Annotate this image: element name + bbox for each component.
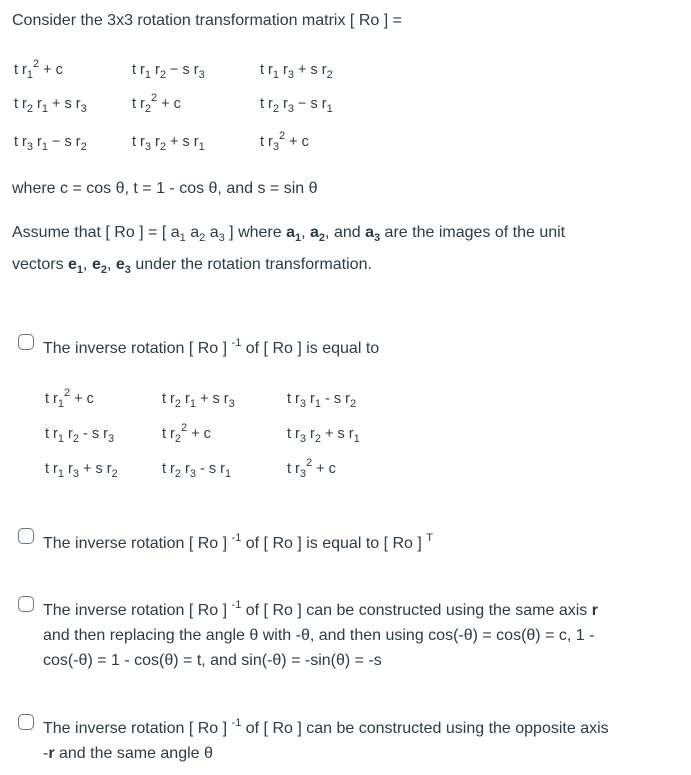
matrix-definitions: where c = cos θ, t = 1 - cos θ, and s = sin θ xyxy=(12,180,318,197)
matrix-cell-r3-c3: t $r_3^2 + c$ xyxy=(260,130,309,153)
option-3-label-line-3: cos(-θ) = 1 - cos(θ) = t, and sin(-θ) = -sin(θ) = -s xyxy=(43,652,382,669)
matrix-cell-r1-c3: t $r_1$ $r_3 + s$ $r_2$ xyxy=(260,62,333,81)
matrix-cell-r1-c2: t $r_1$ $r_2 - s$ $r_3$ xyxy=(132,62,205,81)
option-1-checkbox[interactable] xyxy=(18,334,34,350)
inverse-matrix-cell-r3-c1: t $r_1$ $r_3 + s$ $r_2$ xyxy=(45,461,118,480)
inverse-matrix-cell-r3-c3: t $r_3^2 + c$ xyxy=(287,457,336,480)
option-3-label-line-2: and then replacing the angle θ with -θ, and then using cos(-θ) = cos(θ) = c, 1 - xyxy=(43,627,595,644)
inverse-matrix-cell-r1-c2: t $r_2$ $r_1 + s$ $r_3$ xyxy=(162,391,235,410)
option-3-checkbox[interactable] xyxy=(18,596,34,612)
question-intro: Consider the 3x3 rotation transformation matrix [ Ro ] = xyxy=(12,12,402,29)
matrix-cell-r2-c1: t $r_2$ $r_1 + s$ $r_3$ xyxy=(14,96,87,115)
matrix-cell-r3-c1: t $r_3$ $r_1 - s$ $r_2$ xyxy=(14,134,87,153)
inverse-matrix-cell-r2-c1: t $r_1$ $r_2$ - s $r_3$ xyxy=(45,426,115,445)
inverse-matrix-cell-r2-c2: t $r_2^2 + c$ xyxy=(162,422,211,445)
inverse-matrix-cell-r1-c3: t $r_3$ $r_1$ - s $r_2$ xyxy=(287,391,357,410)
assumption-line-2: vectors $e_1$, $e_2$, $e_3$ under the rotation transformation. xyxy=(12,256,372,276)
option-1-label[interactable]: The inverse rotation [ Ro ] $^{-1}$ of [ Ro ] is equal to xyxy=(43,337,380,357)
matrix-cell-r3-c2: t $r_3$ $r_2 + s$ $r_1$ xyxy=(132,134,205,153)
inverse-matrix-cell-r2-c3: t $r_3$ $r_2 + s$ $r_1$ xyxy=(287,426,360,445)
assumption-line-1: Assume that [ Ro ] = [ $a_1$ $a_2$ $a_3$ ] where $a_1$, $a_2$, and $a_3$ are the images of the unit xyxy=(12,224,566,244)
option-2-checkbox[interactable] xyxy=(18,528,34,544)
matrix-cell-r1-c1: t $r_1^2 + c$ xyxy=(14,58,63,81)
option-4-checkbox[interactable] xyxy=(18,714,34,730)
option-4-label-line-2: -r and the same angle θ xyxy=(43,745,213,762)
inverse-matrix-cell-r1-c1: t $r_1^2 + c$ xyxy=(45,387,94,410)
inverse-matrix-cell-r3-c2: t $r_2$ $r_3$ - s $r_1$ xyxy=(162,461,232,480)
option-4-label-line-1[interactable]: The inverse rotation [ Ro ] $^{-1}$ of [ Ro ] can be constructed using the opposite axis xyxy=(43,717,609,737)
matrix-cell-r2-c3: t $r_2$ $r_3 - s$ $r_1$ xyxy=(260,96,333,115)
option-3-label-line-1[interactable]: The inverse rotation [ Ro ] $^{-1}$ of [ Ro ] can be constructed using the same axis r xyxy=(43,599,598,619)
option-2-label[interactable]: The inverse rotation [ Ro ] $^{-1}$ of [ Ro ] is equal to [ Ro ] $^T$ xyxy=(43,532,434,552)
matrix-cell-r2-c2: t $r_2^2 + c$ xyxy=(132,92,181,115)
